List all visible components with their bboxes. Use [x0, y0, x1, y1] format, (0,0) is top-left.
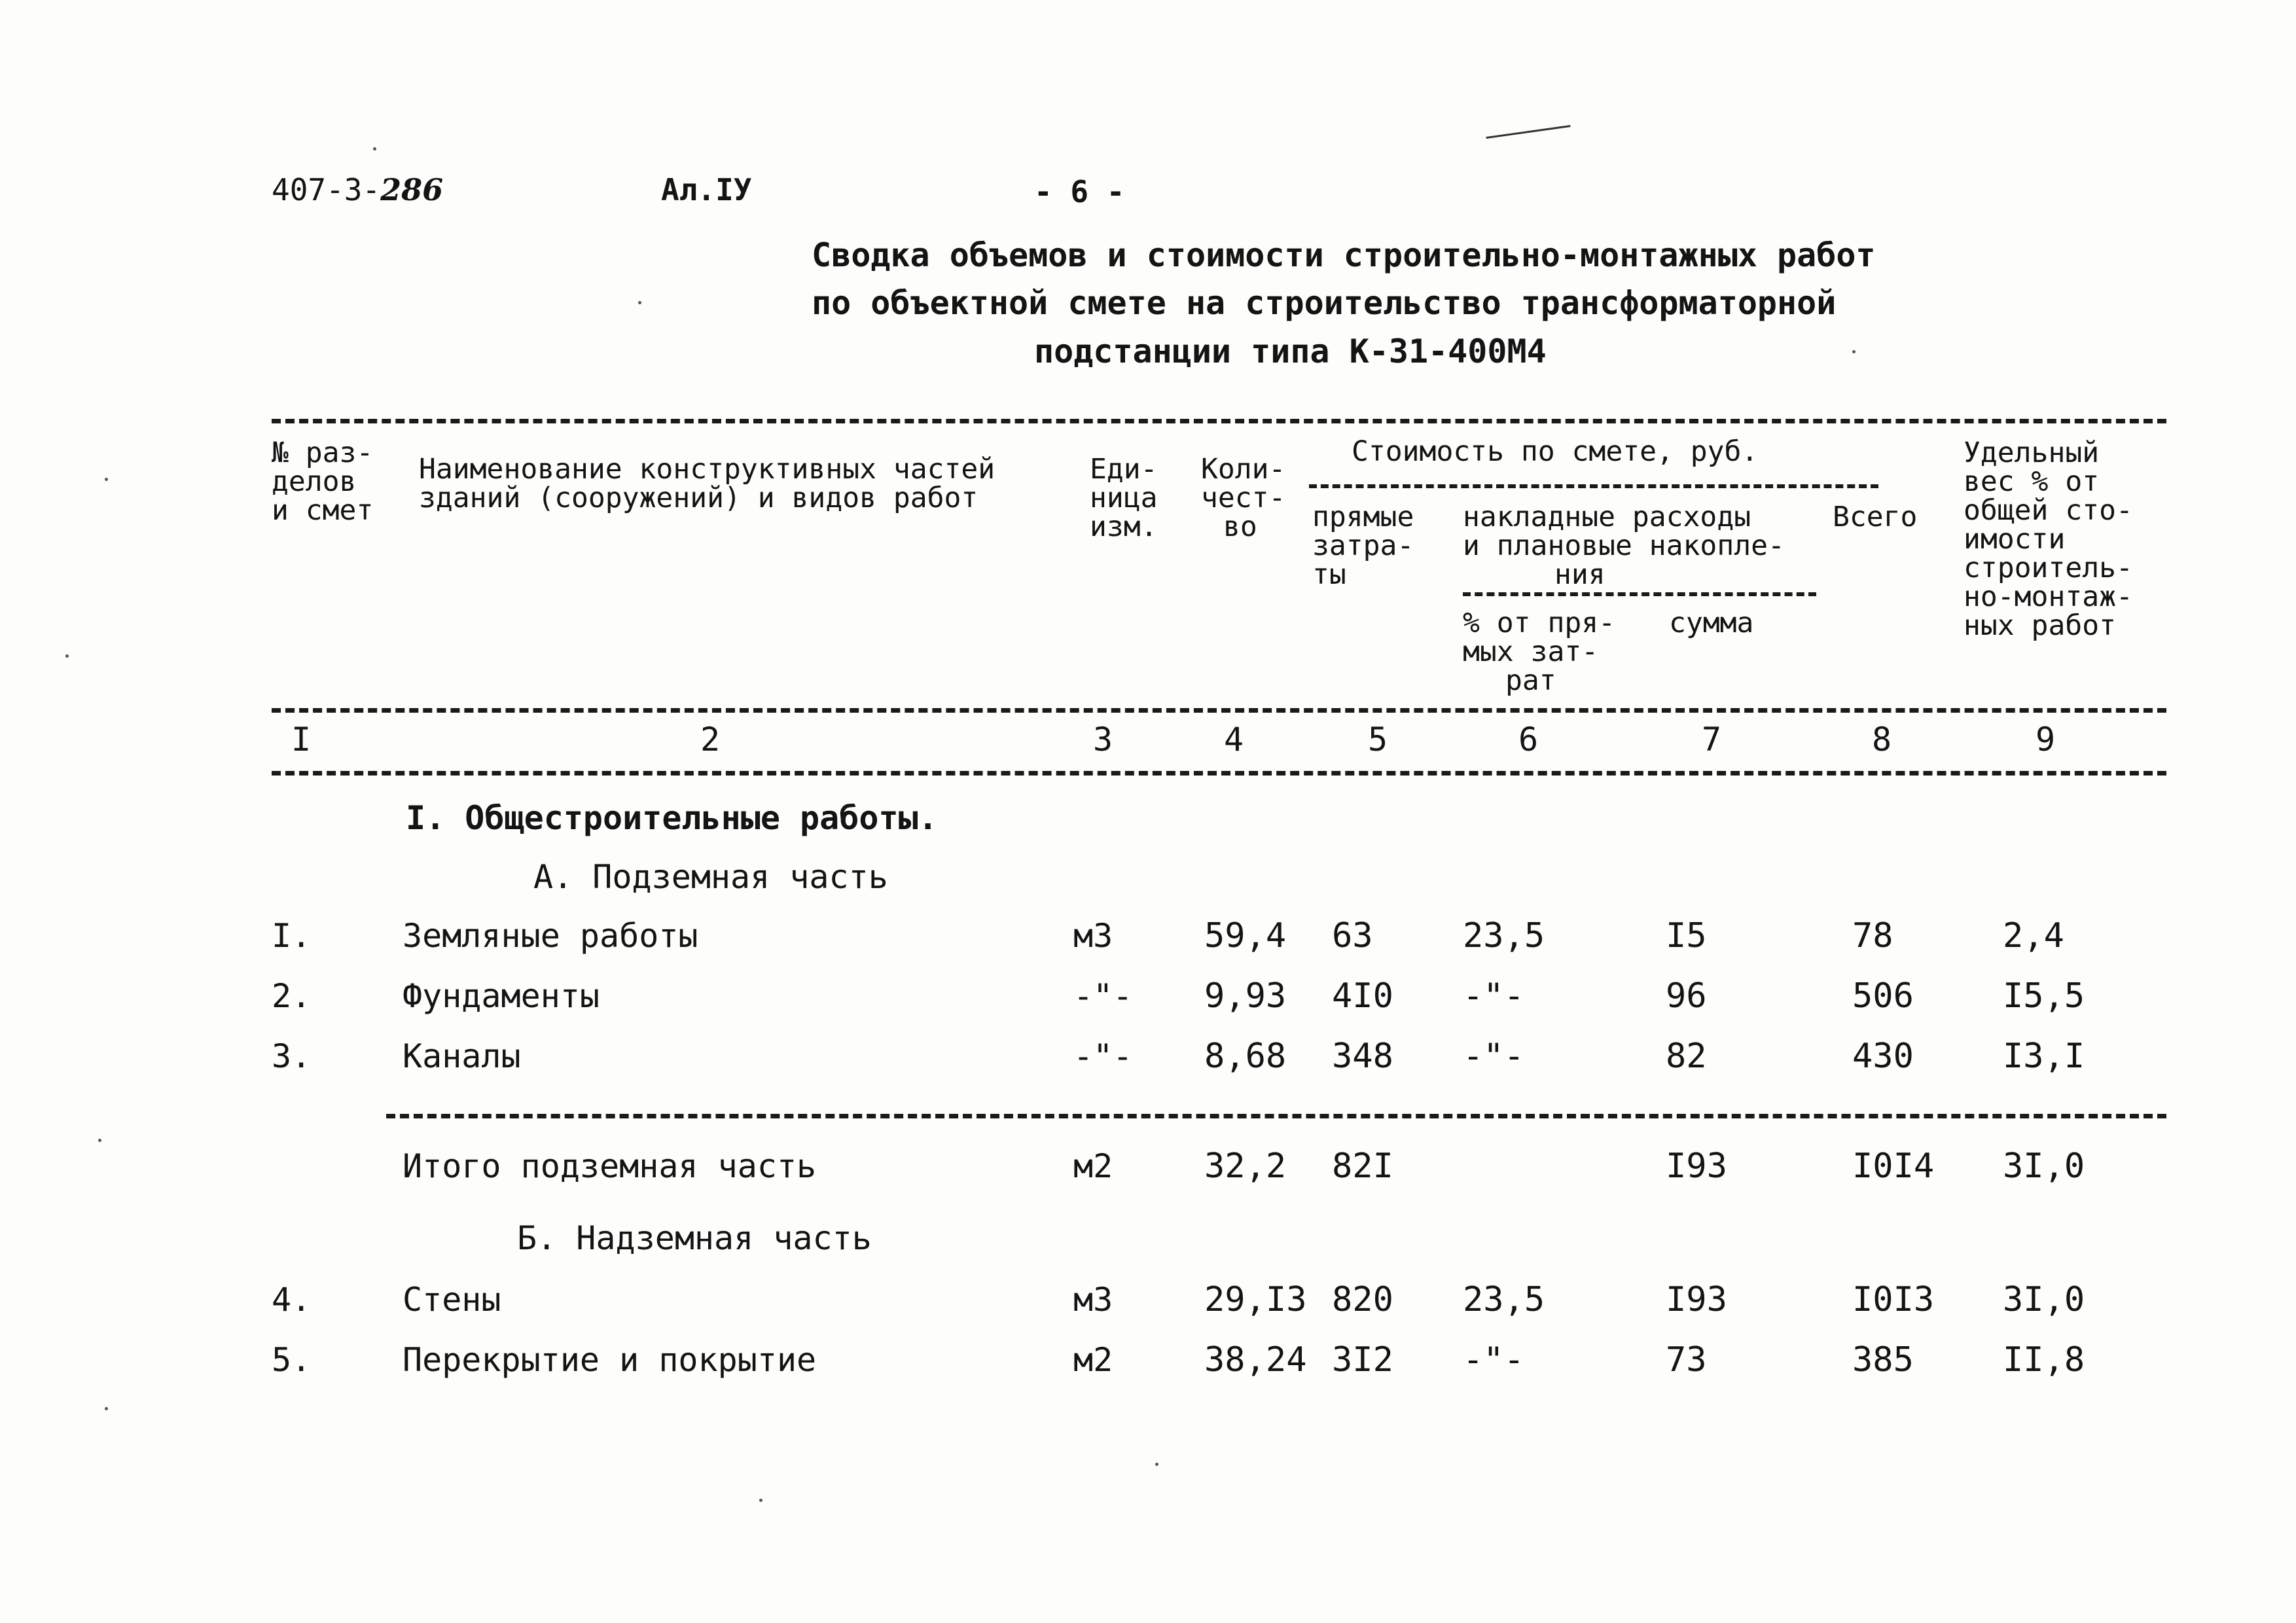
scan-speck: [1852, 350, 1856, 353]
header-item-name: Наименование конструктивных частей зданий (сооружений) и видов работ: [419, 453, 996, 514]
scan-speck: [373, 147, 376, 151]
column-numbers-bottom-rule: [272, 771, 2166, 776]
title-line-3: подстанции типа К-31-400М4: [1034, 332, 1547, 370]
scan-speck: [638, 301, 641, 304]
column-number-1: I: [291, 721, 312, 758]
column-number-4: 4: [1223, 721, 1244, 758]
scan-speck: [65, 654, 69, 658]
scan-speck: [105, 478, 108, 481]
cost-group-rule: [1309, 484, 1878, 488]
header-direct-costs: прямые затра- ты: [1312, 501, 1414, 591]
header-share: Удельный вес % от общей сто- имости строитель- но-монтаж- ных работ: [1964, 437, 2133, 642]
header-total: Всего: [1833, 501, 1918, 533]
document-number-handwritten: 286: [380, 172, 444, 207]
header-overhead-percent: % от пря- мых зат- рат: [1463, 607, 1615, 697]
column-number-9: 9: [2035, 721, 2056, 758]
scan-stroke: [1486, 125, 1570, 139]
column-number-7: 7: [1701, 721, 1722, 758]
document-number-prefix: 407-3-: [272, 172, 381, 207]
header-overhead-sum: сумма: [1669, 607, 1754, 639]
scan-speck: [1155, 1463, 1158, 1466]
subsection-heading-underground: А. Подземная часть: [533, 858, 888, 896]
header-bottom-rule: [272, 708, 2166, 713]
section-heading-general-construction: I. Общестроительные работы.: [406, 799, 938, 837]
column-number-8: 8: [1871, 721, 1892, 758]
title-line-1: Сводка объемов и стоимости строительно-монтажных работ: [812, 236, 1876, 274]
column-number-5: 5: [1367, 721, 1388, 758]
header-section-number: № раз- делов и смет: [272, 437, 374, 527]
header-quantity: Коли- чест- во: [1201, 453, 1286, 543]
subtotal-rule: [386, 1114, 2166, 1118]
album-number: Ал.IУ: [661, 172, 752, 207]
overhead-group-rule: [1463, 592, 1816, 596]
column-number-3: 3: [1092, 721, 1113, 758]
column-number-2: 2: [700, 721, 721, 758]
table-top-rule: [272, 419, 2166, 423]
scan-speck: [98, 1139, 101, 1142]
page-number: - 6 -: [1034, 174, 1125, 209]
column-number-6: 6: [1518, 721, 1539, 758]
subsection-heading-aboveground: Б. Надземная часть: [517, 1219, 872, 1257]
scan-speck: [105, 1407, 108, 1410]
document-number: [272, 173, 443, 206]
header-unit: Еди- ница изм.: [1090, 453, 1158, 543]
title-line-2: по объектной смете на строительство трансформаторной: [812, 284, 1837, 322]
header-cost-group: Стоимость по смете, руб.: [1352, 435, 1759, 468]
scan-speck: [759, 1499, 762, 1502]
header-overhead-group: накладные расходы и плановые накопле- ния: [1463, 501, 1785, 591]
